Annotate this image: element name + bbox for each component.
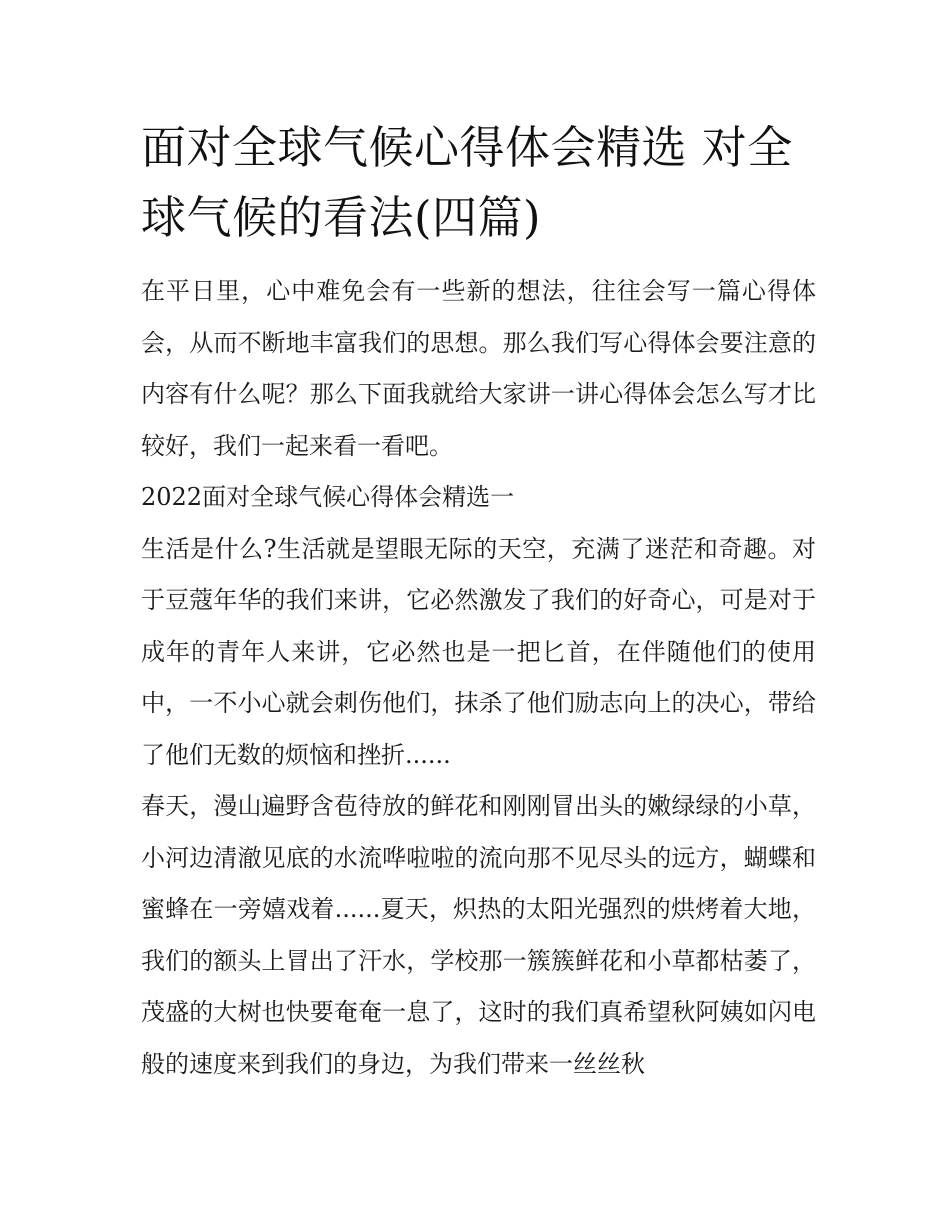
document-body <box>141 266 816 1090</box>
document-content <box>141 113 816 1090</box>
intro-paragraph: 在平日里，心中难免会有一些新的想法，往往会写一篇心得体会，从而不断地丰富我们的思想。那么我们写心得体会要注意的内容有什么呢？那么下面我就给大家讲一讲心得体会怎么写才比较好，我们一起来看一看吧。 <box>141 277 816 460</box>
body-paragraph: 生活是什么?生活就是望眼无际的天空，充满了迷茫和奇趣。对于豆蔻年华的我们来讲，它必然激发了我们的好奇心，可是对于成年的青年人来讲，它必然也是一把匕首，在伴随他们的使用中，一不小心就会刺伤他们，抹杀了他们励志向上的决心，带给了他们无数的烦恼和挫折...... <box>141 534 816 769</box>
section-heading: 2022面对全球气候心得体会精选一 <box>141 483 515 511</box>
body-paragraph: 春天，漫山遍野含苞待放的鲜花和刚刚冒出头的嫩绿绿的小草，小河边清澈见底的水流哗啦啦的流向那不见尽头的远方，蝴蝶和蜜蜂在一旁嬉戏着......夏天，炽热的太阳光强烈的烘烤着大地，我们的额头上冒出了汗水，学校那一簇簇鲜花和小草都枯萎了，茂盛的大树也快要奄奄一息了，这时的我们真希望秋阿姨如闪电般的速度来到我们的身边，为我们带来一丝丝秋 <box>141 792 816 1078</box>
document-title: 面对全球气候心得体会精选 对全球气候的看法(四篇) <box>141 121 793 244</box>
